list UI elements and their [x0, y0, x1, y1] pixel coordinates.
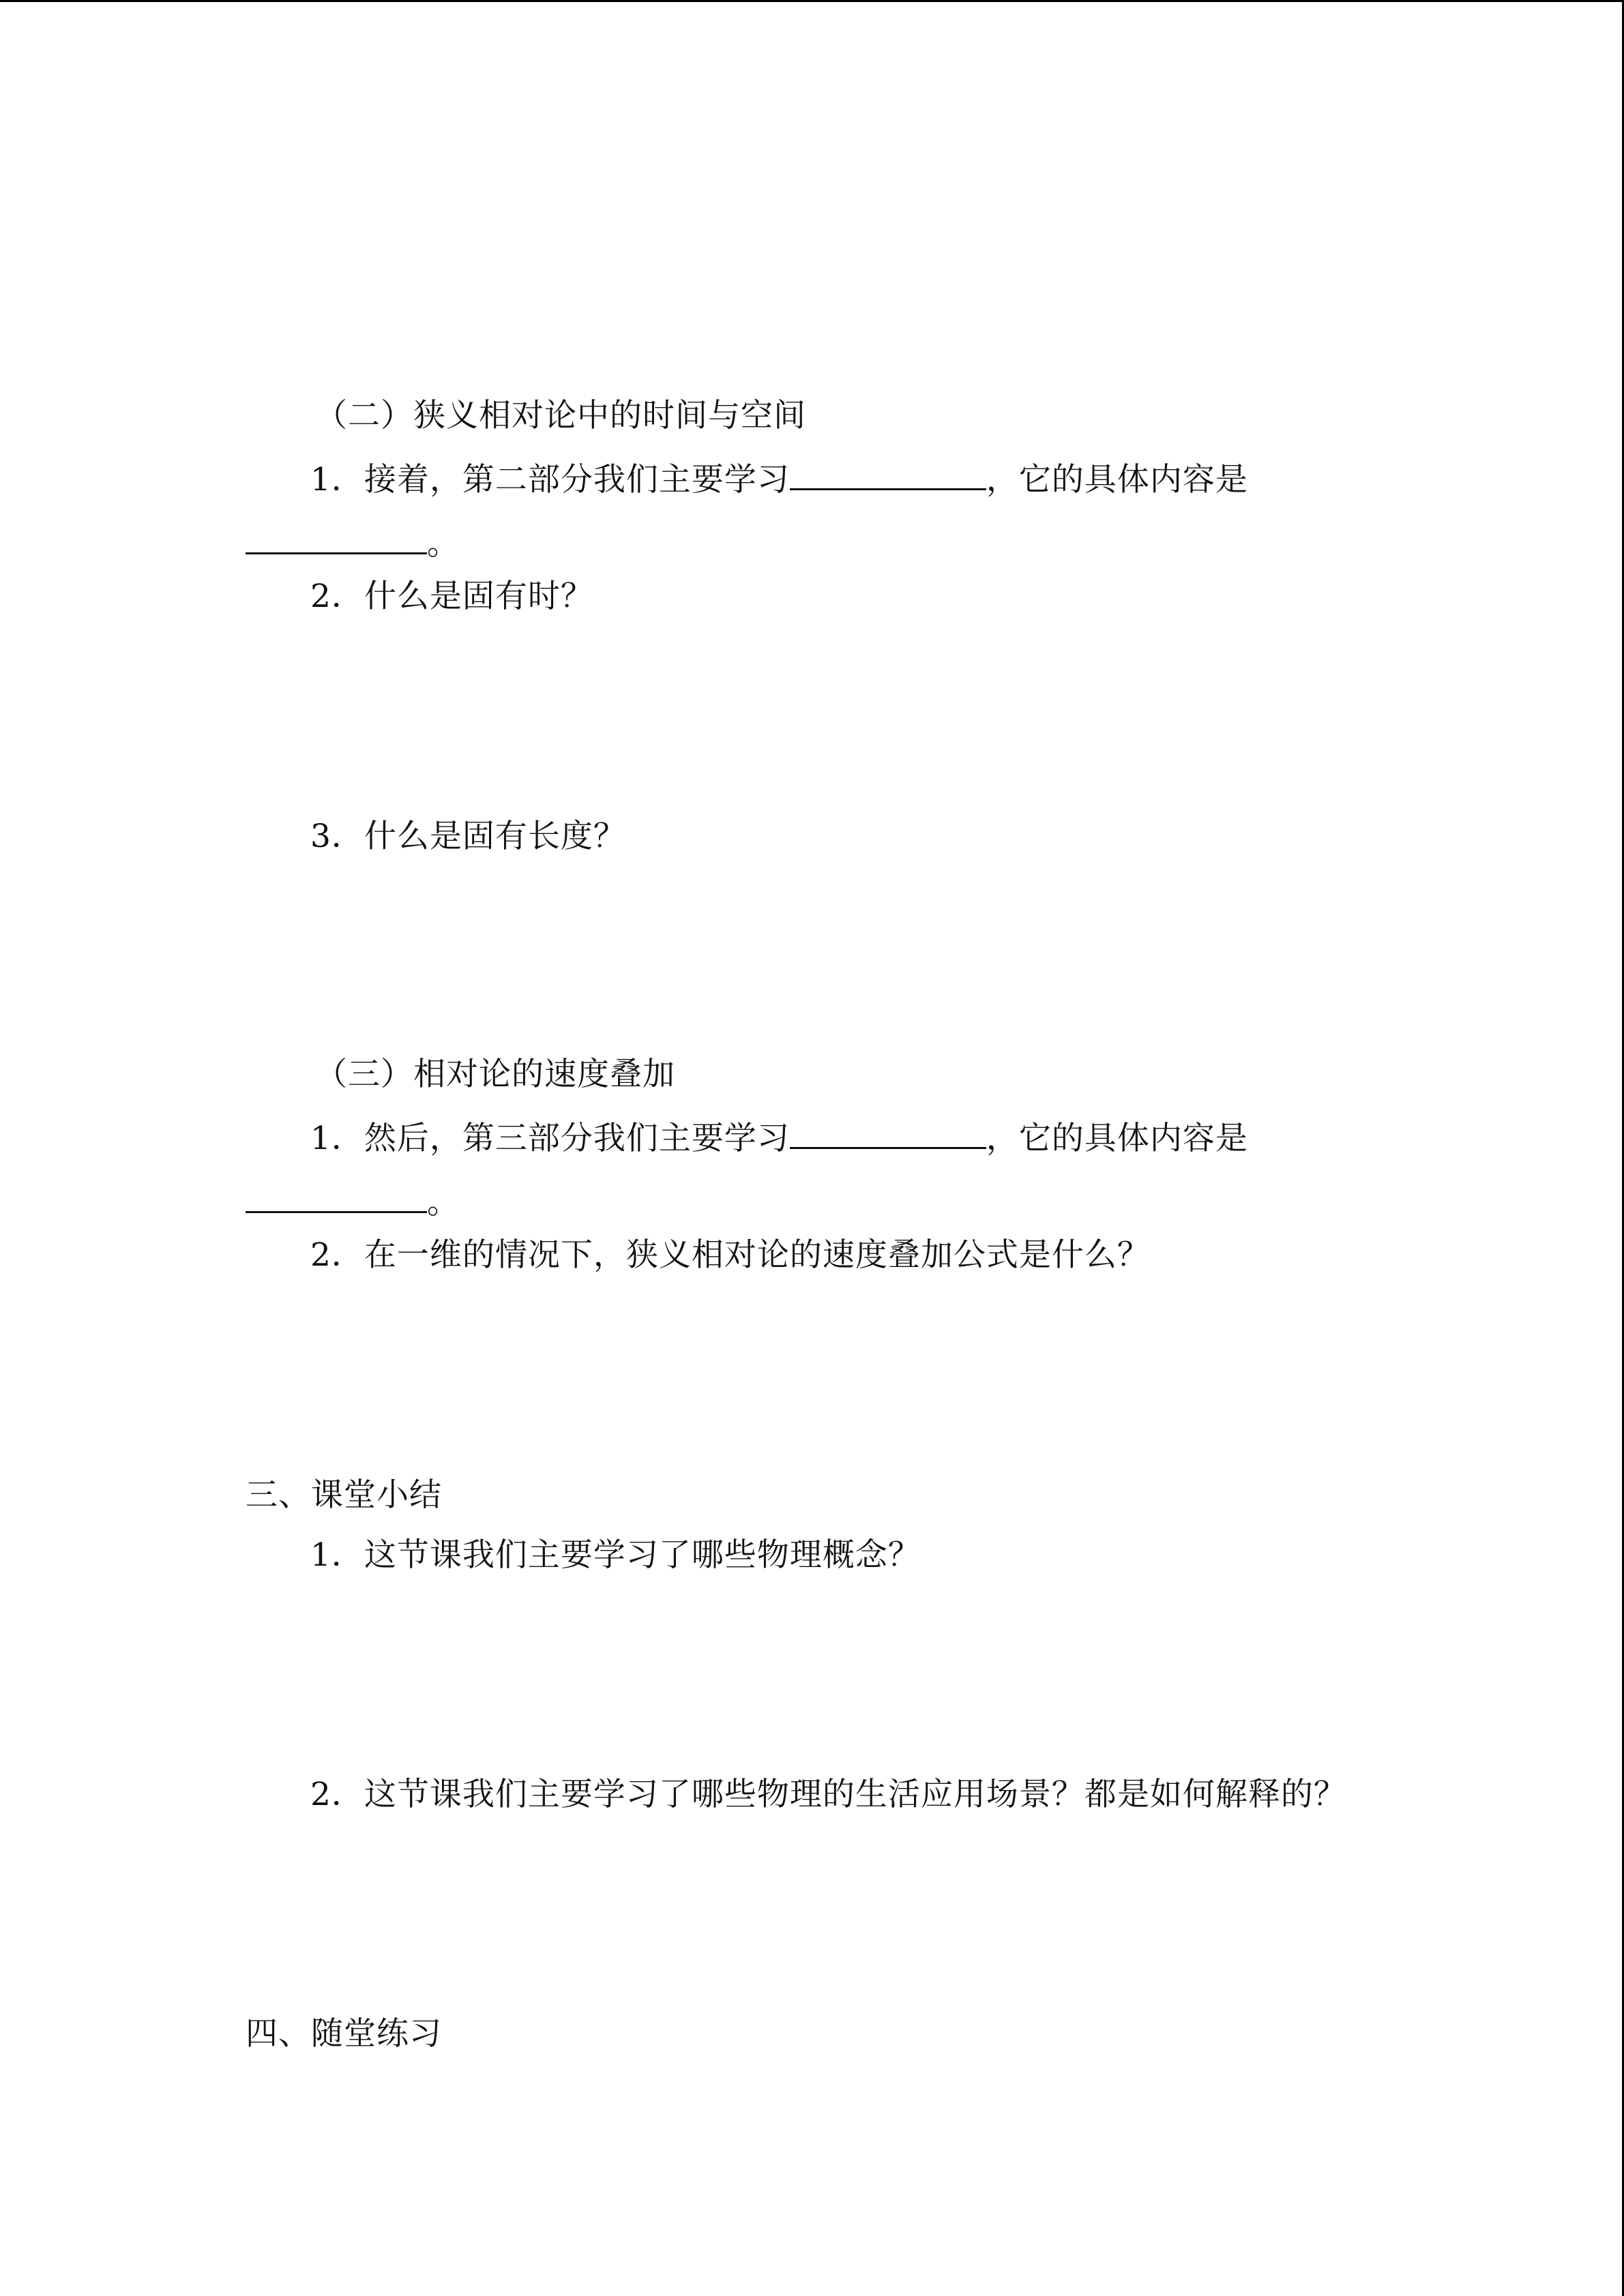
section-3-question-1-continued	[246, 1178, 460, 1223]
summary-question-2: 2．这节课我们主要学习了哪些物理的生活应用场景？都是如何解释的？	[310, 1776, 1346, 1813]
fill-in-blank[interactable]	[790, 456, 986, 490]
section-2-question-1-prefix: 1．接着，第二部分我们主要学习	[310, 461, 790, 498]
practice-heading: 四、随堂练习	[246, 2015, 442, 2053]
section-2-question-1-middle: ，它的具体内容是	[986, 461, 1248, 498]
section-3-question-2: 2．在一维的情况下，狭义相对论的速度叠加公式是什么？	[310, 1236, 1150, 1274]
fill-in-blank[interactable]	[790, 1114, 986, 1149]
summary-heading: 三、课堂小结	[246, 1476, 442, 1514]
fill-in-blank[interactable]	[246, 1178, 427, 1213]
section-3-heading: （三）相对论的速度叠加	[315, 1056, 675, 1093]
page-top-border	[0, 0, 1624, 2]
section-3-question-1	[310, 1114, 1248, 1159]
section-3-question-1-prefix: 1．然后，第三部分我们主要学习	[310, 1120, 790, 1157]
section-2-heading: （二）狭义相对论中的时间与空间	[315, 397, 806, 434]
fill-in-blank[interactable]	[246, 520, 427, 554]
section-2-question-3: 3．什么是固有长度？	[310, 818, 626, 855]
section-3-question-1-end: 。	[427, 1184, 460, 1221]
section-2-question-1-end: 。	[427, 525, 460, 563]
section-2-question-1	[310, 456, 1248, 501]
section-3-question-1-middle: ，它的具体内容是	[986, 1120, 1248, 1157]
summary-question-1: 1．这节课我们主要学习了哪些物理概念？	[310, 1536, 921, 1574]
section-2-question-1-continued	[246, 520, 460, 565]
section-2-question-2: 2．什么是固有时？	[310, 578, 593, 615]
